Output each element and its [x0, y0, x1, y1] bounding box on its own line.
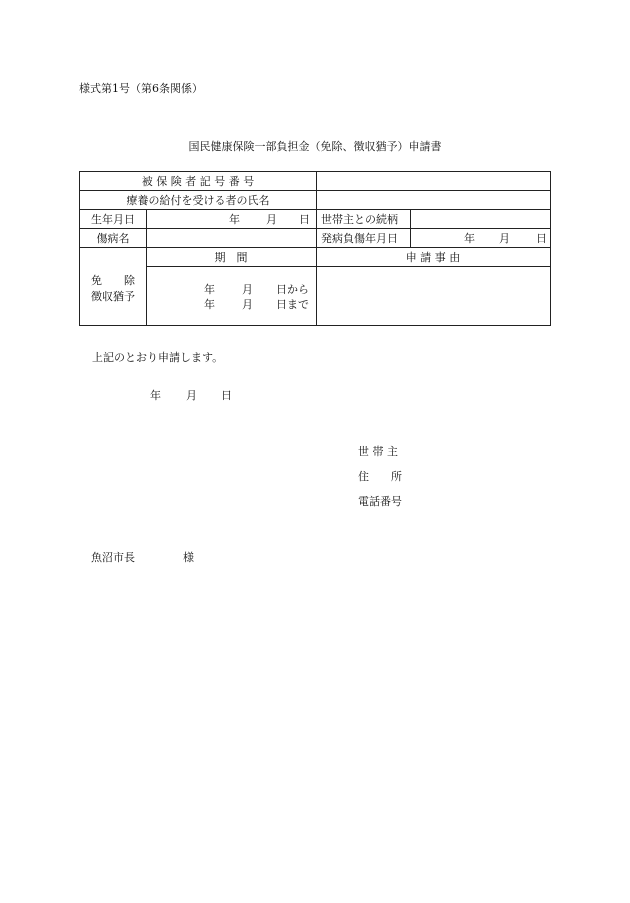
relation-field[interactable]: [411, 212, 550, 226]
disease-field[interactable]: [147, 231, 316, 245]
insured-number-field[interactable]: [317, 174, 550, 188]
period-from-day-unit: 日から: [276, 283, 309, 296]
relation-label: 世帯主との続柄: [321, 213, 398, 226]
period-header: 期 間: [214, 251, 248, 264]
row-divider: [146, 266, 550, 267]
application-month-unit: 月: [186, 389, 197, 402]
birthdate-day-unit: 日: [299, 213, 310, 226]
application-year-unit: 年: [150, 389, 161, 402]
application-statement: 上記のとおり申請します。: [92, 351, 224, 364]
document-title: 国民健康保険一部負担金（免除、徴収猶予）申請書: [188, 140, 442, 153]
application-table: [79, 171, 551, 326]
exemption-label: 免 除: [91, 274, 135, 287]
row-divider: [80, 228, 550, 229]
reason-header: 申 請 事 由: [405, 251, 461, 264]
application-day-unit: 日: [221, 389, 232, 402]
period-to-month-unit: 月: [242, 298, 253, 311]
birthdate-year-unit: 年: [229, 213, 240, 226]
onset-year-unit: 年: [464, 232, 475, 245]
birthdate-label: 生年月日: [91, 213, 135, 226]
onset-month-unit: 月: [499, 232, 510, 245]
form-number: 様式第1号（第6条関係）: [79, 82, 203, 95]
row-divider: [80, 209, 550, 210]
phone-label: 電話番号: [358, 495, 402, 508]
disease-label: 傷病名: [96, 232, 130, 245]
household-head-label: 世 帯 主: [358, 445, 398, 458]
period-from-month-unit: 月: [242, 283, 253, 296]
recipient-name-field[interactable]: [317, 193, 550, 207]
row-divider: [80, 247, 550, 248]
addressee-honorific: 様: [183, 551, 194, 564]
onset-date-label: 発病負傷年月日: [321, 232, 398, 245]
column-divider: [146, 209, 147, 325]
period-to-day-unit: 日まで: [276, 298, 309, 311]
period-from-year-unit: 年: [204, 283, 215, 296]
row-divider: [80, 190, 550, 191]
onset-day-unit: 日: [536, 232, 547, 245]
period-to-year-unit: 年: [204, 298, 215, 311]
recipient-name-label: 療養の給付を受ける者の氏名: [126, 194, 270, 207]
reason-field[interactable]: [317, 268, 550, 324]
deferral-label: 徴収猶予: [91, 290, 135, 303]
address-label: 住 所: [358, 470, 402, 483]
birthdate-month-unit: 月: [266, 213, 277, 226]
addressee-name: 魚沼市長: [91, 551, 135, 564]
insured-number-label: 被 保 険 者 記 号 番 号: [141, 175, 255, 188]
